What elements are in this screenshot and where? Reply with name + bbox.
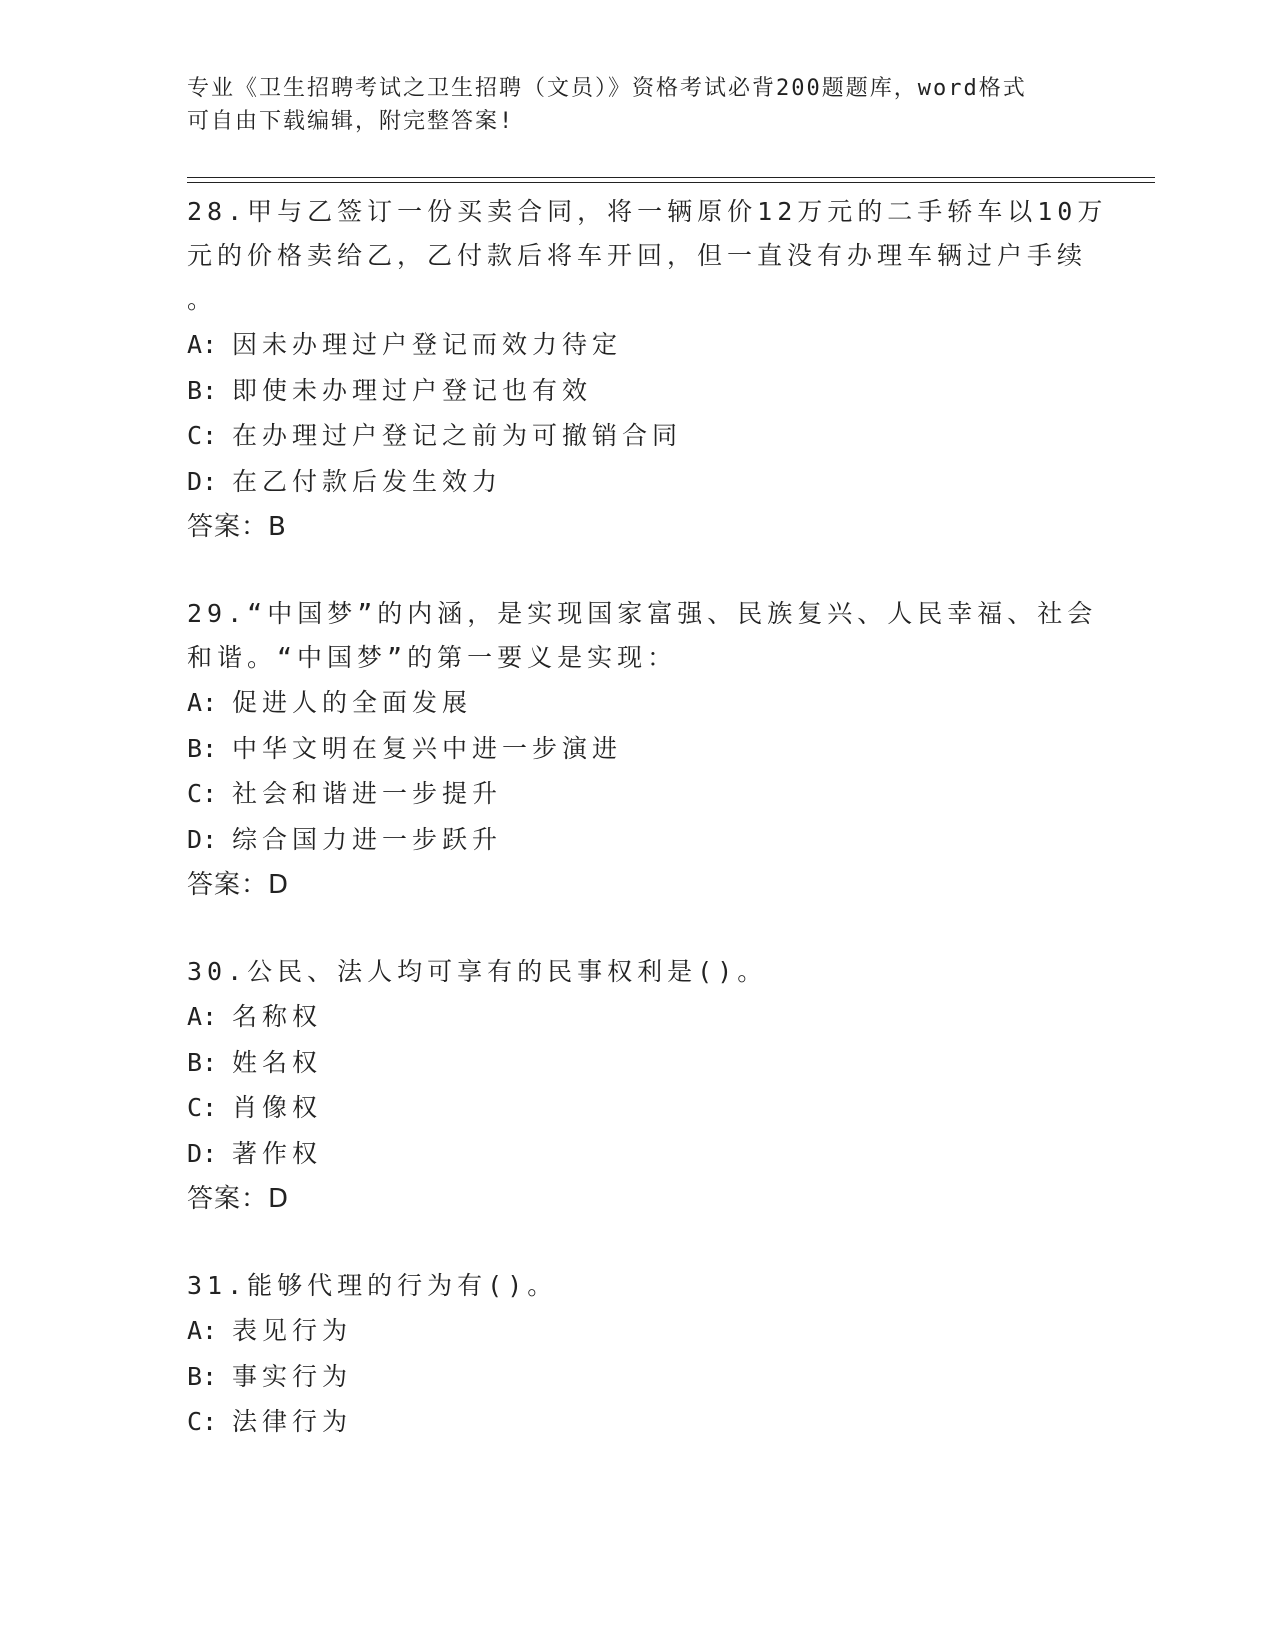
option-letter: A: <box>187 330 218 359</box>
question-list <box>187 190 1108 1487</box>
option-letter: C: <box>187 779 218 808</box>
option-letter: A: <box>187 1002 218 1031</box>
document-header <box>187 72 1087 138</box>
option-text: 著作权 <box>232 1138 323 1168</box>
header-divider-top <box>187 177 1155 178</box>
option-letter: B: <box>187 1047 218 1077</box>
question-stem-line: 31.能够代理的行为有()。 <box>187 1271 558 1300</box>
header-divider-bottom <box>187 182 1155 183</box>
answer-label: 答案：B <box>187 512 287 542</box>
option-letter: D: <box>187 824 218 854</box>
question-31 <box>187 1264 1087 1445</box>
option-text: 肖像权 <box>232 1093 323 1122</box>
option-c <box>187 1085 1087 1131</box>
option-b <box>187 368 1087 414</box>
question-stem-line: 元的价格卖给乙，乙付款后将车开回，但一直没有办理车辆过户手续 <box>187 241 1088 270</box>
question-28 <box>187 190 1108 550</box>
question-stem-line: 28.甲与乙签订一份买卖合同，将一辆原价12万元的二手轿车以10万 <box>187 197 1108 226</box>
option-text: 表见行为 <box>232 1316 353 1345</box>
question-stem <box>187 190 1108 322</box>
option-d <box>187 1131 1087 1177</box>
question-stem-line: 。 <box>187 285 218 314</box>
option-b <box>187 1040 1087 1086</box>
question-29 <box>187 592 1098 908</box>
answer-label: 答案：D <box>187 1184 290 1214</box>
option-a <box>187 680 1087 726</box>
question-stem <box>187 592 1098 680</box>
option-letter: A: <box>187 1316 218 1345</box>
option-c <box>187 771 1087 817</box>
answer-label: 答案：D <box>187 870 290 900</box>
option-text: 事实行为 <box>232 1361 353 1391</box>
option-letter: C: <box>187 421 218 450</box>
option-text: 即使未办理过户登记也有效 <box>232 375 593 405</box>
option-d <box>187 459 1087 505</box>
option-text: 促进人的全面发展 <box>232 688 473 717</box>
option-letter: C: <box>187 1407 218 1436</box>
header-line: 可自由下载编辑，附完整答案! <box>187 109 515 134</box>
option-letter: B: <box>187 1361 218 1391</box>
question-stem <box>187 1264 1087 1308</box>
option-text: 社会和谐进一步提升 <box>232 779 503 808</box>
option-b <box>187 1354 1087 1400</box>
option-d <box>187 817 1087 863</box>
option-a <box>187 994 1087 1040</box>
option-c <box>187 1399 1087 1445</box>
option-text: 在乙付款后发生效力 <box>232 466 503 496</box>
option-letter: B: <box>187 375 218 405</box>
question-30 <box>187 950 1087 1222</box>
question-stem <box>187 950 1087 994</box>
question-stem-line: 30.公民、法人均可享有的民事权利是()。 <box>187 957 768 986</box>
option-letter: B: <box>187 733 218 763</box>
question-stem-line: 和谐。“中国梦”的第一要义是实现： <box>187 643 678 672</box>
option-text: 综合国力进一步跃升 <box>232 824 503 854</box>
option-text: 法律行为 <box>232 1407 353 1436</box>
option-text: 名称权 <box>232 1002 323 1031</box>
option-text: 中华文明在复兴中进一步演进 <box>232 733 623 763</box>
option-letter: D: <box>187 466 218 496</box>
option-text: 姓名权 <box>232 1047 323 1077</box>
option-a <box>187 1308 1087 1354</box>
option-letter: D: <box>187 1138 218 1168</box>
option-letter: A: <box>187 688 218 717</box>
question-stem-line: 29.“中国梦”的内涵，是实现国家富强、民族复兴、人民幸福、社会 <box>187 599 1098 628</box>
option-a <box>187 322 1087 368</box>
header-line: 专业《卫生招聘考试之卫生招聘（文员）》资格考试必背200题题库，word格式 <box>187 76 1027 101</box>
option-letter: C: <box>187 1093 218 1122</box>
option-c <box>187 413 1087 459</box>
option-b <box>187 726 1087 772</box>
option-text: 在办理过户登记之前为可撤销合同 <box>232 421 683 450</box>
option-text: 因未办理过户登记而效力待定 <box>232 330 623 359</box>
